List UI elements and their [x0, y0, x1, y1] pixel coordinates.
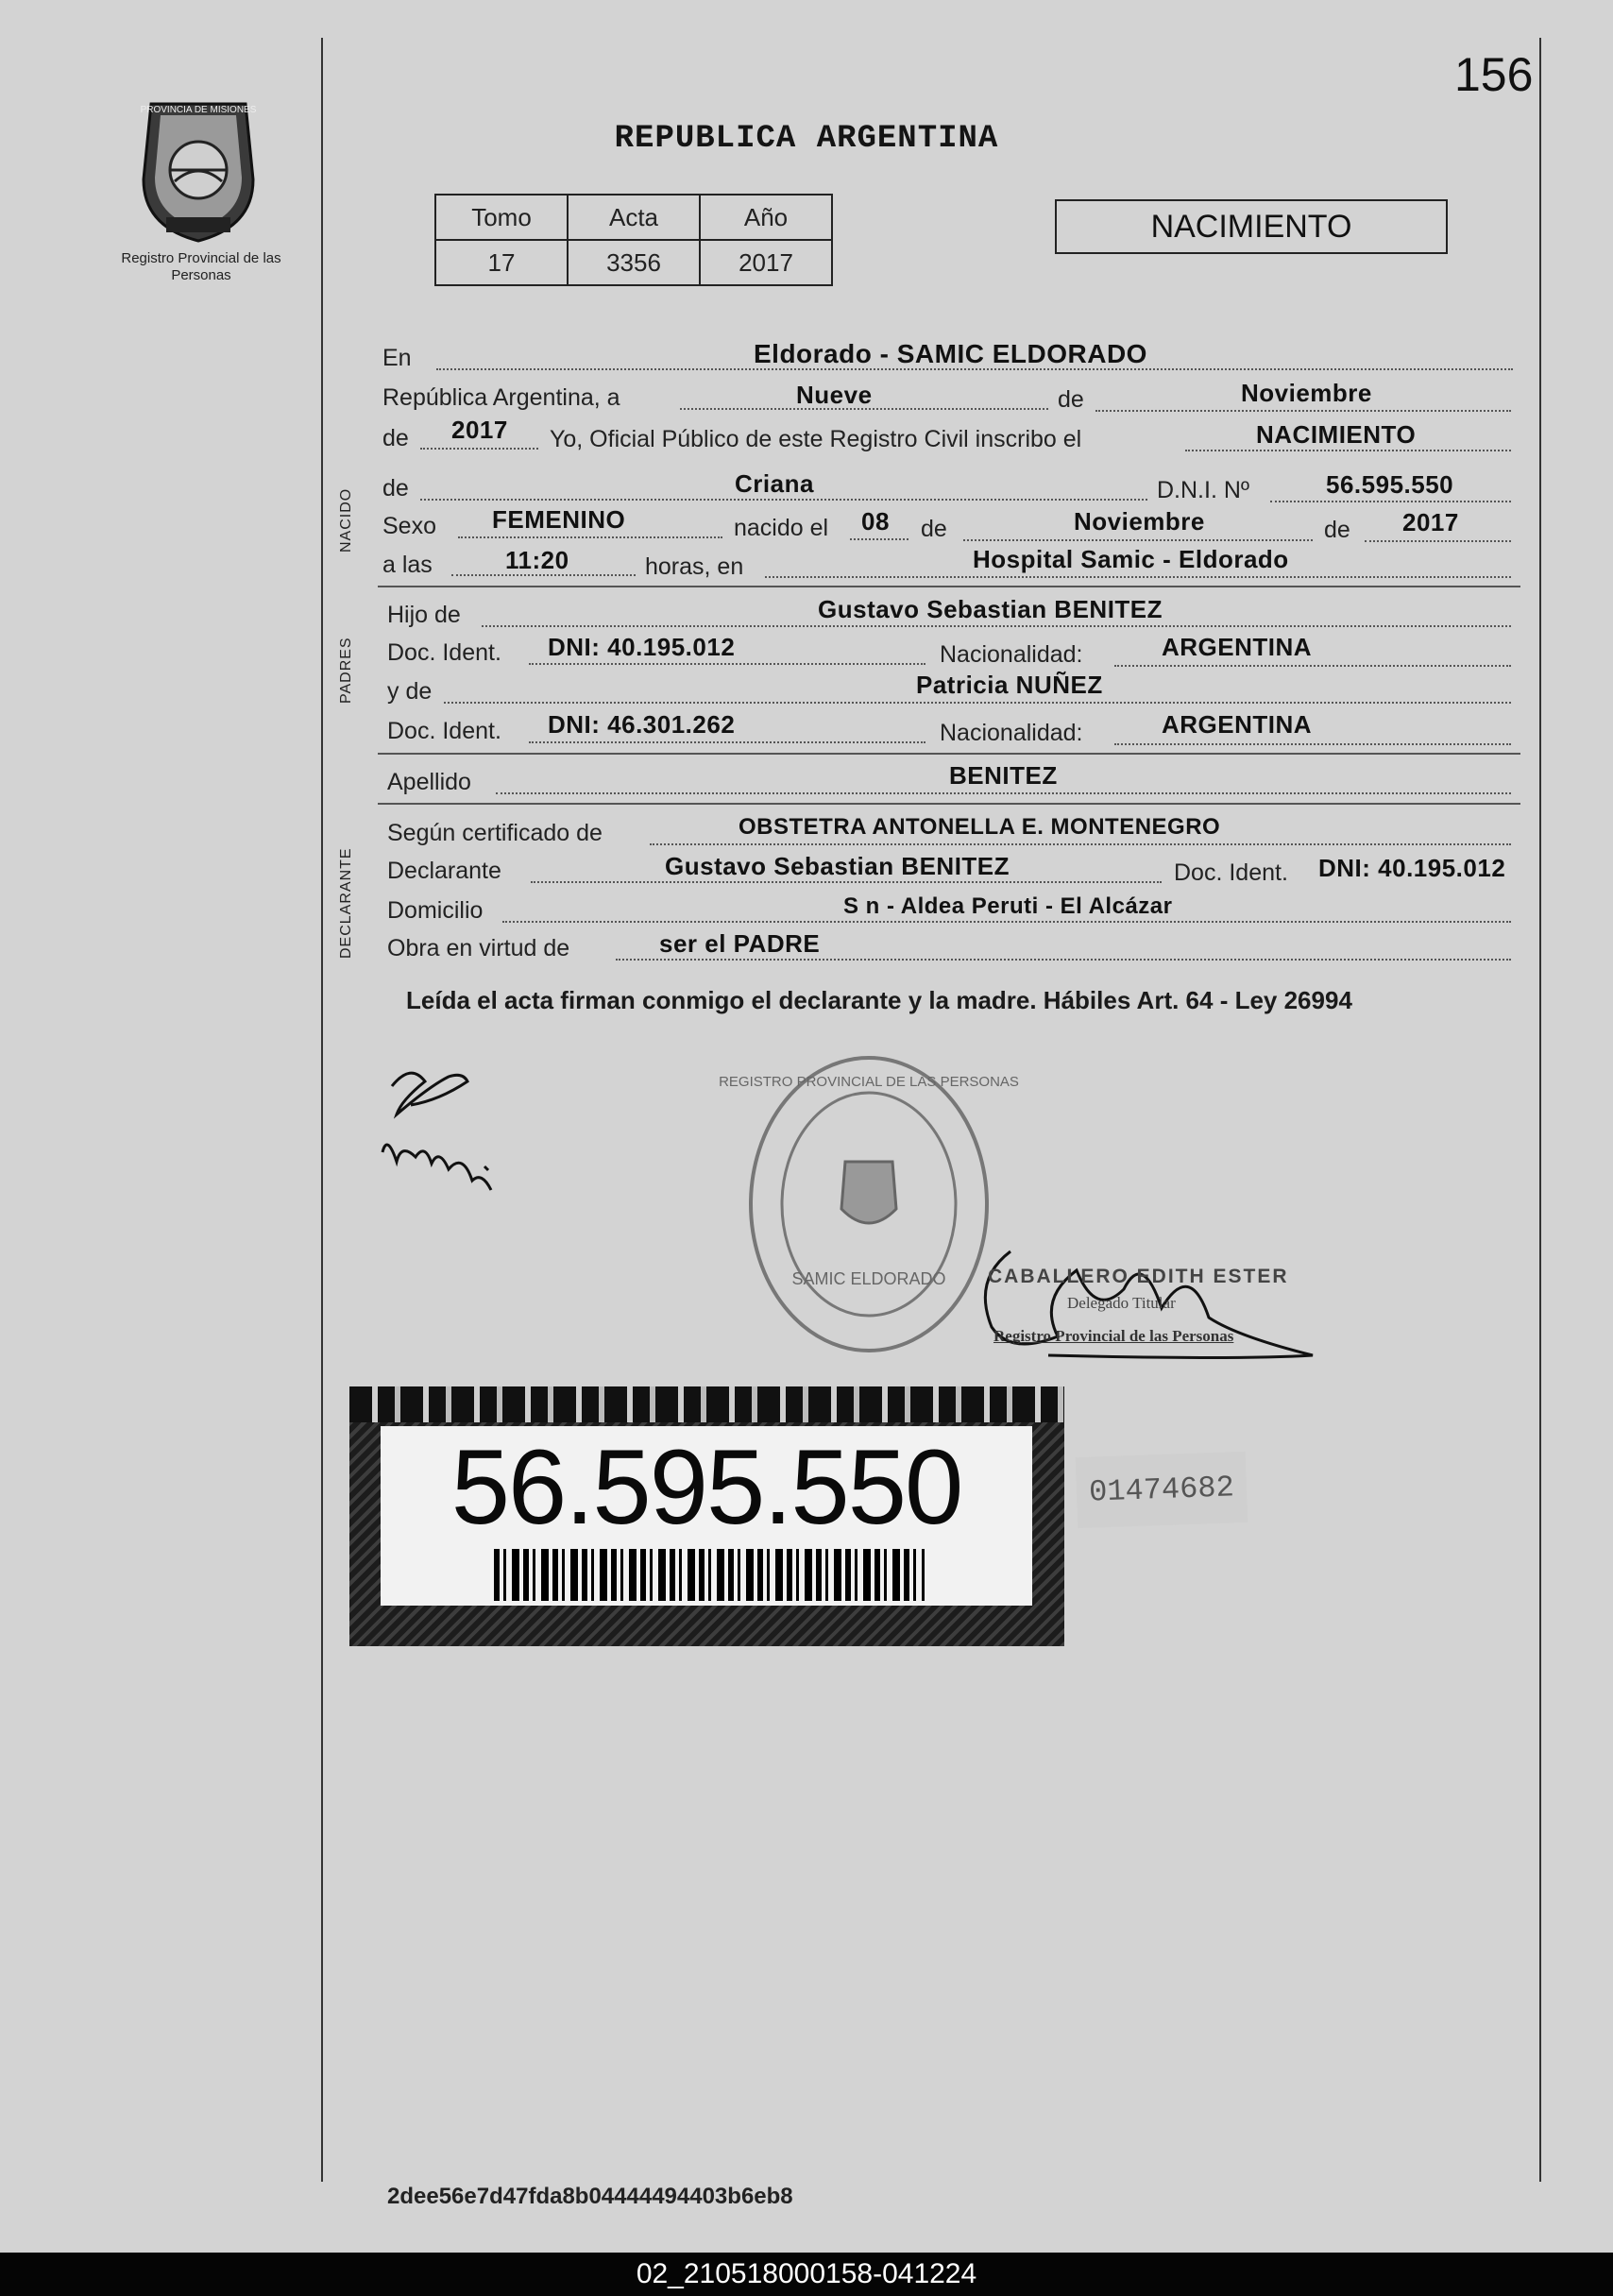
- barcode-bars: [494, 1549, 925, 1601]
- sexo-value: FEMENINO: [492, 505, 626, 534]
- dni-label: D.N.I. Nº: [1157, 477, 1250, 503]
- dotted-line: [458, 536, 722, 538]
- stamp-inner-text: SAMIC ELDORADO: [791, 1269, 946, 1288]
- birth-de-label-2: de: [1324, 517, 1350, 543]
- table-header-tomo: Tomo: [435, 195, 568, 240]
- dotted-line: [1114, 665, 1511, 667]
- record-table: [434, 194, 833, 286]
- dotted-line: [1185, 450, 1511, 451]
- y-de-label: y de: [387, 678, 433, 705]
- dotted-line: [1095, 410, 1511, 412]
- dotted-line: [502, 921, 1511, 923]
- act-type: NACIMIENTO: [1256, 420, 1417, 449]
- father-nationality: ARGENTINA: [1162, 633, 1313, 661]
- day-word: Nueve: [796, 381, 873, 409]
- a-las-label: a las: [382, 552, 433, 578]
- dotted-line: [444, 702, 1511, 704]
- record-type-box: NACIMIENTO: [1055, 199, 1448, 254]
- place-value: Eldorado - SAMIC ELDORADO: [754, 339, 1147, 368]
- birth-month: Noviembre: [1074, 507, 1205, 536]
- logo-caption: Registro Provincial de las Personas: [121, 250, 281, 283]
- barcode-pattern-strip: [349, 1386, 1064, 1422]
- father-nat-label: Nacionalidad:: [940, 641, 1083, 668]
- section-padres-label: PADRES: [338, 637, 354, 704]
- section-declarante-label: DECLARANTE: [338, 847, 354, 959]
- mother-doc: DNI: 46.301.262: [548, 710, 736, 739]
- dotted-line: [420, 499, 1147, 501]
- province-seal-icon: [132, 94, 264, 246]
- table-value-tomo: 17: [435, 240, 568, 285]
- father-doc: DNI: 40.195.012: [548, 633, 736, 661]
- month-word: Noviembre: [1241, 379, 1372, 407]
- child-name: Criana: [735, 469, 814, 498]
- official-org: Registro Provincial de las Personas: [993, 1327, 1234, 1345]
- official-text: Yo, Oficial Público de este Registro Civil inscribo el: [550, 426, 1082, 452]
- declarante-label: Declarante: [387, 858, 501, 884]
- dotted-line: [765, 576, 1511, 578]
- father-doc-label: Doc. Ident.: [387, 639, 501, 666]
- segun-label: Según certificado de: [387, 820, 603, 846]
- dotted-line: [963, 539, 1313, 541]
- child-dni: 56.595.550: [1326, 470, 1454, 499]
- table-header-acta: Acta: [568, 195, 700, 240]
- declarante-doc: DNI: 40.195.012: [1318, 854, 1506, 882]
- section-divider: [378, 803, 1520, 805]
- page-number: 156: [1454, 48, 1534, 101]
- left-margin-line: [321, 38, 323, 2182]
- barcode-number: 56.595.550: [450, 1428, 962, 1546]
- domicilio-value: S n - Aldea Peruti - El Alcázar: [843, 893, 1173, 919]
- hijo-de-label: Hijo de: [387, 602, 461, 628]
- section-nacido-label: NACIDO: [338, 487, 354, 553]
- serial-number: 01474682: [1076, 1452, 1248, 1528]
- obra-value: ser el PADRE: [659, 929, 821, 958]
- table-value-acta: 3356: [568, 240, 700, 285]
- birth-de-label: de: [921, 516, 947, 542]
- document-hash: 2dee56e7d47fda8b04444494403b6eb8: [387, 2184, 793, 2209]
- dotted-line: [850, 538, 908, 540]
- obra-label: Obra en virtud de: [387, 935, 570, 961]
- birth-time: 11:20: [505, 546, 569, 574]
- dotted-line: [616, 959, 1511, 961]
- en-label: En: [382, 345, 412, 371]
- mother-name: Patricia NUÑEZ: [916, 671, 1103, 699]
- apellido-label: Apellido: [387, 769, 471, 795]
- dotted-line: [529, 663, 925, 665]
- section-divider: [378, 753, 1520, 755]
- father-name: Gustavo Sebastian BENITEZ: [818, 595, 1163, 623]
- birth-year: 2017: [1402, 508, 1459, 536]
- country-title: REPUBLICA ARGENTINA: [614, 121, 999, 157]
- closing-text: Leída el acta firman conmigo el declarante y la madre. Hábiles Art. 64 - Ley 26994: [406, 986, 1352, 1014]
- birth-day: 08: [861, 507, 890, 536]
- apellido-value: BENITEZ: [949, 761, 1058, 790]
- stamp-text: REGISTRO PROVINCIAL DE LAS PERSONAS: [719, 1074, 1019, 1090]
- section-divider: [378, 586, 1520, 587]
- certificado-value: OBSTETRA ANTONELLA E. MONTENEGRO: [739, 814, 1221, 840]
- barcode-panel: [381, 1426, 1032, 1606]
- province-logo: [132, 94, 264, 246]
- table-value-ano: 2017: [700, 240, 832, 285]
- year-prefix-label: de: [382, 425, 409, 451]
- republica-label: República Argentina, a: [382, 384, 620, 411]
- dotted-line: [496, 792, 1511, 794]
- right-margin-line: [1539, 38, 1541, 2182]
- domicilio-label: Domicilio: [387, 897, 484, 924]
- dotted-line: [1114, 743, 1511, 745]
- dotted-line: [482, 625, 1511, 627]
- year-value: 2017: [451, 416, 508, 444]
- nacido-de-label: de: [382, 475, 409, 502]
- dotted-line: [420, 448, 538, 450]
- declarante-value: Gustavo Sebastian BENITEZ: [665, 852, 1010, 880]
- official-name: CABALLERO EDITH ESTER: [988, 1266, 1289, 1287]
- horas-label: horas, en: [645, 553, 744, 580]
- left-signature: [373, 1058, 515, 1218]
- de-label: de: [1058, 386, 1084, 413]
- sexo-label: Sexo: [382, 513, 436, 539]
- dotted-line: [531, 881, 1162, 883]
- mother-nat-label: Nacionalidad:: [940, 720, 1083, 746]
- dotted-line: [1270, 501, 1511, 502]
- logo-text: PROVINCIA DE MISIONES: [140, 105, 257, 115]
- barcode-label: [349, 1386, 1064, 1646]
- dotted-line: [650, 843, 1511, 845]
- footer-filename: 02_210518000158-041224: [0, 2253, 1613, 2296]
- dotted-line: [529, 741, 925, 743]
- mother-nationality: ARGENTINA: [1162, 710, 1313, 739]
- official-title: Delegado Titular: [1067, 1294, 1176, 1312]
- hospital-value: Hospital Samic - Eldorado: [973, 545, 1289, 573]
- declarante-doc-label: Doc. Ident.: [1174, 859, 1288, 886]
- table-header-ano: Año: [700, 195, 832, 240]
- mother-doc-label: Doc. Ident.: [387, 718, 501, 744]
- dotted-line: [1365, 540, 1511, 542]
- nacido-label: nacido el: [734, 515, 829, 541]
